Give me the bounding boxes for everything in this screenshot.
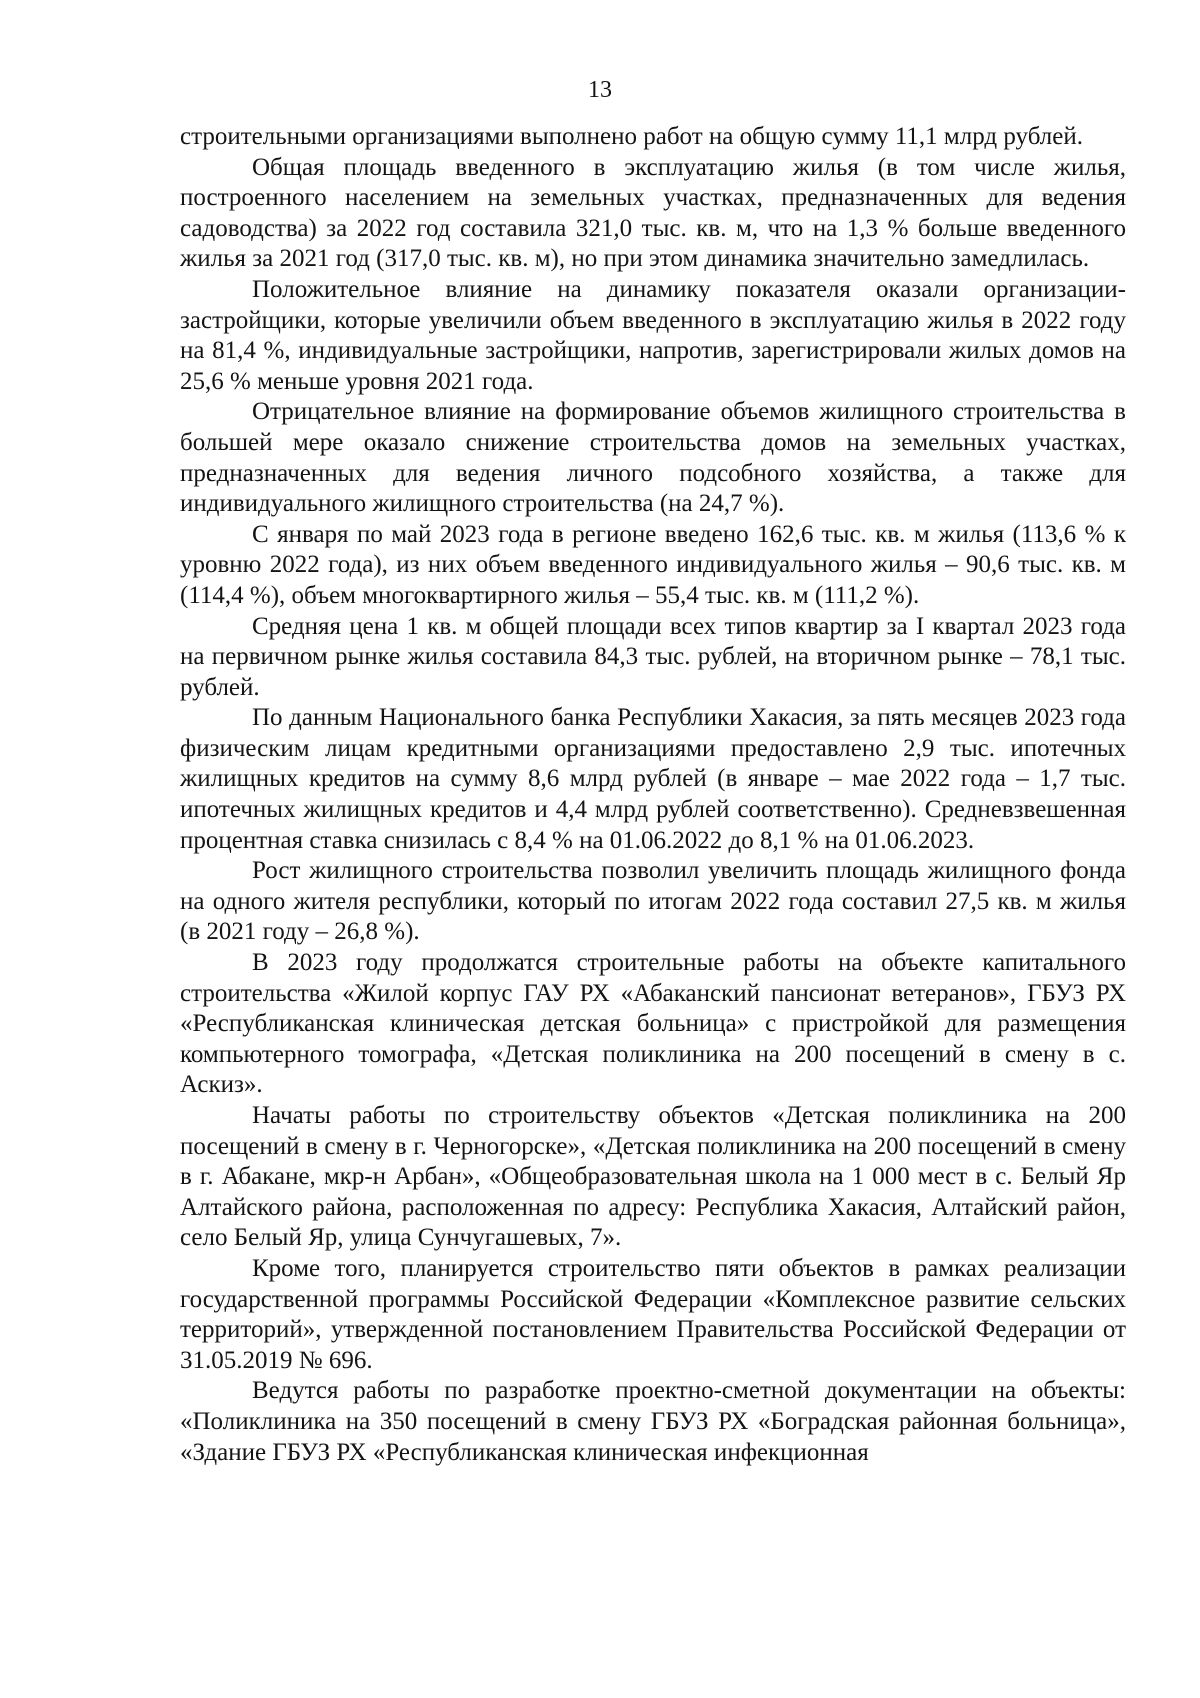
paragraph-positive-influence: Положительное влияние на динамику показателя оказали организации-застройщики, которые увеличили объем введенного в эксплуатацию жилья в 2022 году на 81,4 %, индивидуальные застройщики, напротив, зарегистрировали жилых домов на 25,6 % меньше уровня 2021 года. <box>180 275 1126 395</box>
paragraph-works-started: Начаты работы по строительству объектов «Детская поликлиника на 200 посещений в смену в г. Черногорске», «Детская поликлиника на 200 посещений в смену в г. Абакане, мкр-н Арбан», «Общеобразовательная школа на 1 000 мест в с. Белый Яр Алтайского района, расположенная по адресу: Республика Хакасия, Алтайский район, село Белый Яр, улица Сунчугашевых, 7». <box>180 1102 1126 1252</box>
paragraph-design-documentation: Ведутся работы по разработке проектно-сметной документации на объекты: «Поликлиника на 350 посещений в смену ГБУЗ РХ «Боградская районная больница», «Здание ГБУЗ РХ «Республиканская клиническая инфекционная <box>180 1377 1126 1466</box>
paragraph-housing-fund: Рост жилищного строительства позволил увеличить площадь жилищного фонда на одного жителя республики, который по итогам 2022 года составил 27,5 кв. м жилья (в 2021 году – 26,8 %). <box>180 857 1126 946</box>
document-body <box>180 122 1126 1468</box>
paragraph-housing-area: Общая площадь введенного в эксплуатацию жилья (в том числе жилья, построенного населением на земельных участках, предназначенных для ведения садоводства) за 2022 год составила 321,0 тыс. кв. м, что на 1,3 % больше введенного жилья за 2021 год (317,0 тыс. кв. м), но при этом динамика значительно замедлилась. <box>180 153 1126 273</box>
paragraph-rural-program: Кроме того, планируется строительство пяти объектов в рамках реализации государственной программы Российской Федерации «Комплексное развитие сельских территорий», утвержденной постановлением Правительства Российской Федерации от 31.05.2019 № 696. <box>180 1254 1126 1374</box>
page-number: 13 <box>588 77 612 103</box>
paragraph-average-price: Средняя цена 1 кв. м общей площади всех типов квартир за I квартал 2023 года на первичном рынке жилья составила 84,3 тыс. рублей, на вторичном рынке – 78,1 тыс. рублей. <box>180 612 1126 701</box>
paragraph-construction-2023: В 2023 году продолжатся строительные работы на объекте капитального строительства «Жилой корпус ГАУ РХ «Абаканский пансионат ветеранов», ГБУЗ РХ «Республиканская клиническая детская больница» с пристройкой для размещения компьютерного томографа, «Детская поликлиника на 200 посещений в смену в с. Аскиз». <box>180 949 1126 1099</box>
paragraph-negative-influence: Отрицательное влияние на формирование объемов жилищного строительства в большей мере оказало снижение строительства домов на земельных участках, предназначенных для ведения личного подсобного хозяйства, а также для индивидуального жилищного строительства (на 24,7 %). <box>180 398 1126 518</box>
paragraph-jan-may-2023: С января по май 2023 года в регионе введено 162,6 тыс. кв. м жилья (113,6 % к уровню 2022 года), из них объем введенного индивидуального жилья – 90,6 тыс. кв. м (114,4 %), объем многоквартирного жилья – 55,4 тыс. кв. м (111,2 %). <box>180 520 1126 609</box>
paragraph-mortgage-loans: По данным Национального банка Республики Хакасия, за пять месяцев 2023 года физическим лицам кредитными организациями предоставлено 2,9 тыс. ипотечных жилищных кредитов на сумму 8,6 млрд рублей (в январе – мае 2022 года – 1,7 тыс. ипотечных жилищных кредитов и 4,4 млрд рублей соответственно). Средневзвешенная процентная ставка снизилась с 8,4 % на 01.06.2022 до 8,1 % на 01.06.2023. <box>180 704 1126 854</box>
paragraph-continuation: строительными организациями выполнено работ на общую сумму 11,1 млрд рублей. <box>180 123 1084 150</box>
